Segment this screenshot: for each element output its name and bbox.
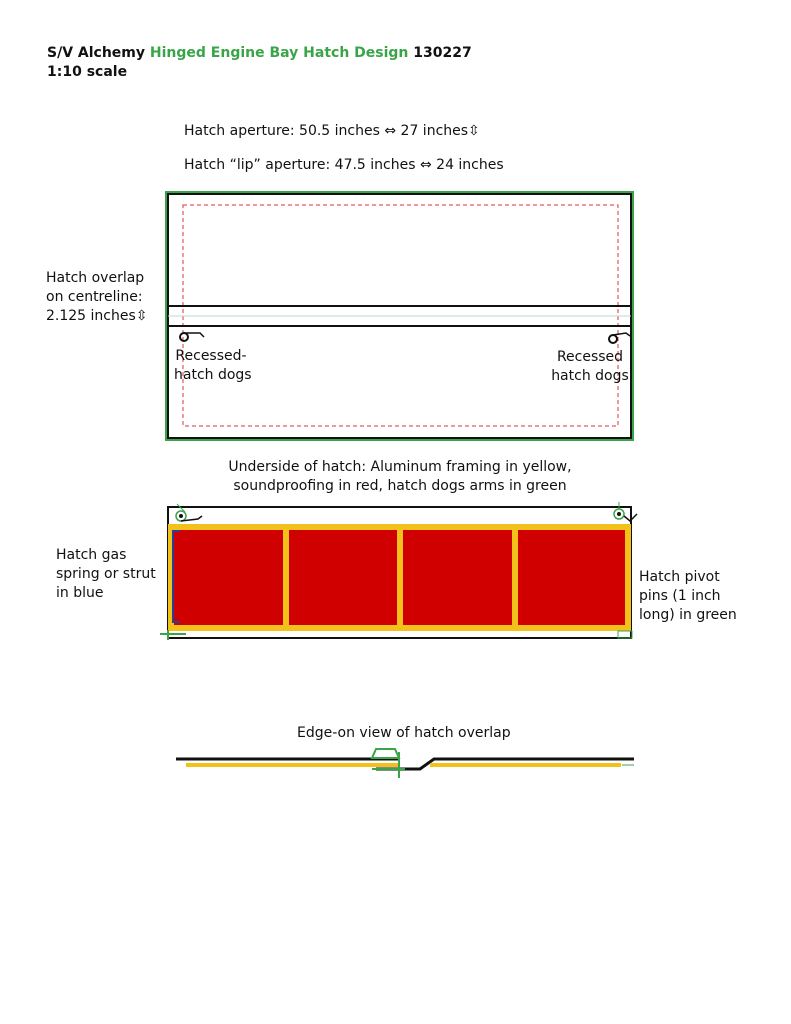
title-highlight: Hinged Engine Bay Hatch Design: [149, 45, 409, 61]
overlap-label: Hatch overlap on centreline: 2.125 inches⇳: [46, 270, 148, 324]
lip-aperture-dimension: Hatch “lip” aperture: 47.5 inches ⇔ 24 inches: [184, 157, 504, 173]
recessed-dogs-right-label: Recessed hatch dogs: [551, 349, 629, 384]
pivot-pins-label: Hatch pivot pins (1 inch long) in green: [639, 569, 737, 623]
soundproofing-panel-2: [289, 530, 397, 625]
edge-view: [176, 749, 634, 778]
hatch-dog-arm-right-icon: [614, 502, 637, 521]
gas-spring-label: Hatch gas spring or strut in blue: [56, 547, 156, 601]
scale-label: 1:10 scale: [47, 64, 128, 80]
underside-caption: Underside of hatch: Aluminum framing in yellow, soundproofing in red, hatch dogs arms in green: [228, 459, 572, 494]
edge-view-caption: Edge-on view of hatch overlap: [297, 725, 511, 741]
title-prefix: S/V Alchemy: [47, 45, 150, 61]
soundproofing-panel-4: [518, 530, 625, 625]
soundproofing-panel-1: [174, 530, 283, 625]
hatch-dog-left-icon: [180, 333, 204, 341]
pivot-pin-right: [618, 631, 632, 638]
aperture-dimension: Hatch aperture: 50.5 inches ⇔ 27 inches⇳: [184, 123, 480, 139]
top-view: [166, 192, 633, 440]
recessed-dogs-left-label: Recessed- hatch dogs: [174, 348, 252, 383]
soundproofing-panel-3: [403, 530, 512, 625]
hatch-dog-right-icon: [609, 333, 630, 343]
underside-view: [160, 502, 637, 640]
edge-hatch-dog: [372, 749, 399, 758]
title-suffix: 130227: [408, 45, 472, 61]
